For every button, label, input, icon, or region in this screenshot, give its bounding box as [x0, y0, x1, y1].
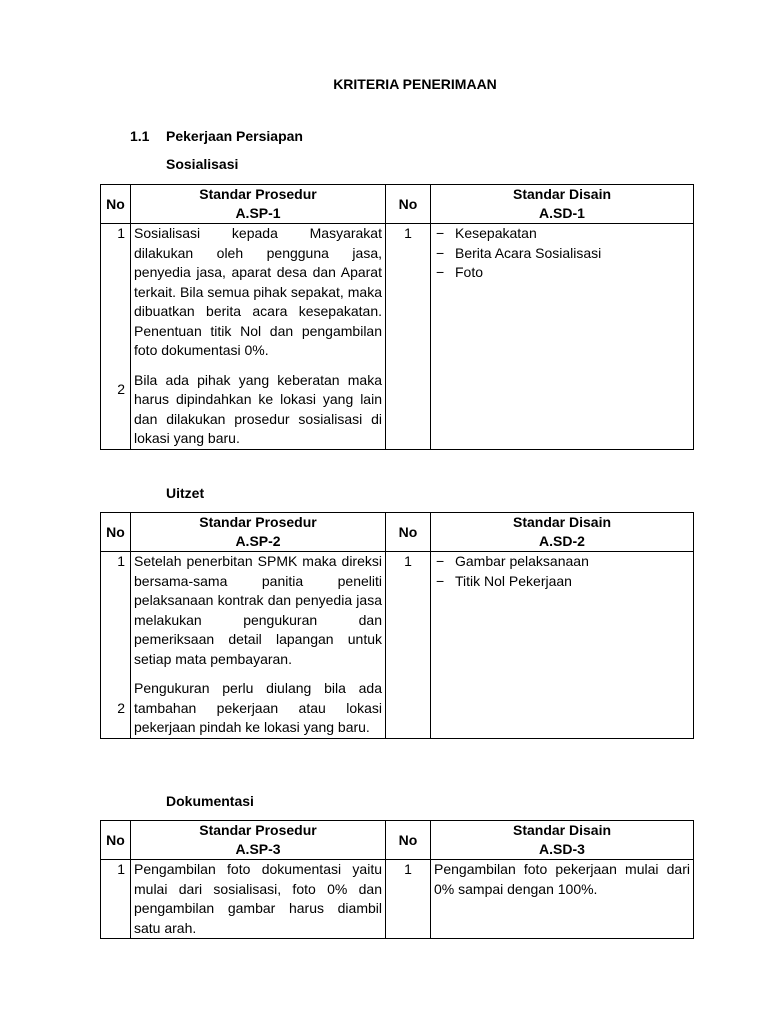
criteria-table-sosialisasi: [100, 184, 694, 450]
disain-cell: [431, 860, 694, 939]
table-header-row: [101, 513, 694, 552]
disain-item: − Foto: [434, 263, 690, 283]
disain-number: 1: [386, 224, 431, 450]
prosedur-number: 1: [101, 860, 131, 939]
header-disain: Standar Disain A.SD-3: [431, 821, 694, 860]
criteria-table-dokumentasi: [100, 820, 694, 939]
header-disain: Standar Disain A.SD-2: [431, 513, 694, 552]
table-row: [101, 860, 694, 939]
subtitle-sosialisasi: Sosialisasi: [166, 156, 239, 172]
section-number: 1.1: [130, 128, 150, 144]
criteria-table-uitzet: [100, 512, 694, 739]
prosedur-item: Bila ada pihak yang keberatan maka harus dipindahkan ke lokasi yang lain dan dilakukan prosedur sosialisasi di lokasi yang baru.: [134, 371, 382, 446]
header-no: No: [101, 513, 131, 552]
disain-item: − Titik Nol Pekerjaan: [434, 572, 690, 592]
header-no: No: [101, 821, 131, 860]
disain-cell: [431, 224, 694, 450]
disain-cell: [431, 552, 694, 739]
header-no: No: [101, 185, 131, 224]
disain-number: 1: [386, 860, 431, 939]
prosedur-cell: [131, 224, 386, 450]
document-title: KRITERIA PENERIMAAN: [333, 76, 497, 92]
prosedur-item: Sosialisasi kepada Masyarakat dilakukan oleh pengguna jasa, penyedia jasa, aparat desa dan Aparat terkait. Bila semua pihak sepakat, maka dibuatkan berita acara kesepakatan. Penentuan titik Nol dan pengambilan foto dokumentasi 0%.: [134, 225, 382, 358]
prosedur-item: Setelah penerbitan SPMK maka direksi bersama-sama panitia peneliti pelaksanaan kontrak dan penyedia jasa melakukan pengukuran dan pemeriksaan detail lapangan untuk setiap mata pembayaran.: [134, 553, 382, 667]
table-row: [101, 224, 694, 450]
disain-number: 1: [386, 552, 431, 739]
disain-item: Pengambilan foto pekerjaan mulai dari 0% sampai dengan 100%.: [434, 861, 690, 897]
disain-item: − Gambar pelaksanaan: [434, 552, 690, 572]
header-disain: Standar Disain A.SD-1: [431, 185, 694, 224]
header-no-disain: No: [386, 821, 431, 860]
prosedur-cell: [131, 552, 386, 739]
header-no-disain: No: [386, 185, 431, 224]
prosedur-numbers: 1 2: [101, 552, 131, 739]
subtitle-uitzet: Uitzet: [166, 485, 205, 501]
section-heading: [130, 128, 303, 144]
disain-item: − Berita Acara Sosialisasi: [434, 244, 690, 264]
disain-item: − Kesepakatan: [434, 224, 690, 244]
prosedur-item: Pengambilan foto dokumentasi yaitu mulai dari sosialisasi, foto 0% dan pengambilan gambar harus diambil satu arah.: [134, 861, 382, 936]
prosedur-numbers: 1 2: [101, 224, 131, 450]
section-title: Pekerjaan Persiapan: [166, 128, 303, 144]
header-prosedur: Standar Prosedur A.SP-1: [131, 185, 386, 224]
prosedur-item: Pengukuran perlu diulang bila ada tambahan pekerjaan atau lokasi pekerjaan pindah ke lokasi yang baru.: [134, 680, 382, 735]
table-header-row: [101, 821, 694, 860]
table-row: [101, 552, 694, 739]
prosedur-cell: [131, 860, 386, 939]
header-prosedur: Standar Prosedur A.SP-2: [131, 513, 386, 552]
header-prosedur: Standar Prosedur A.SP-3: [131, 821, 386, 860]
header-no-disain: No: [386, 513, 431, 552]
subtitle-dokumentasi: Dokumentasi: [166, 793, 254, 809]
table-header-row: [101, 185, 694, 224]
